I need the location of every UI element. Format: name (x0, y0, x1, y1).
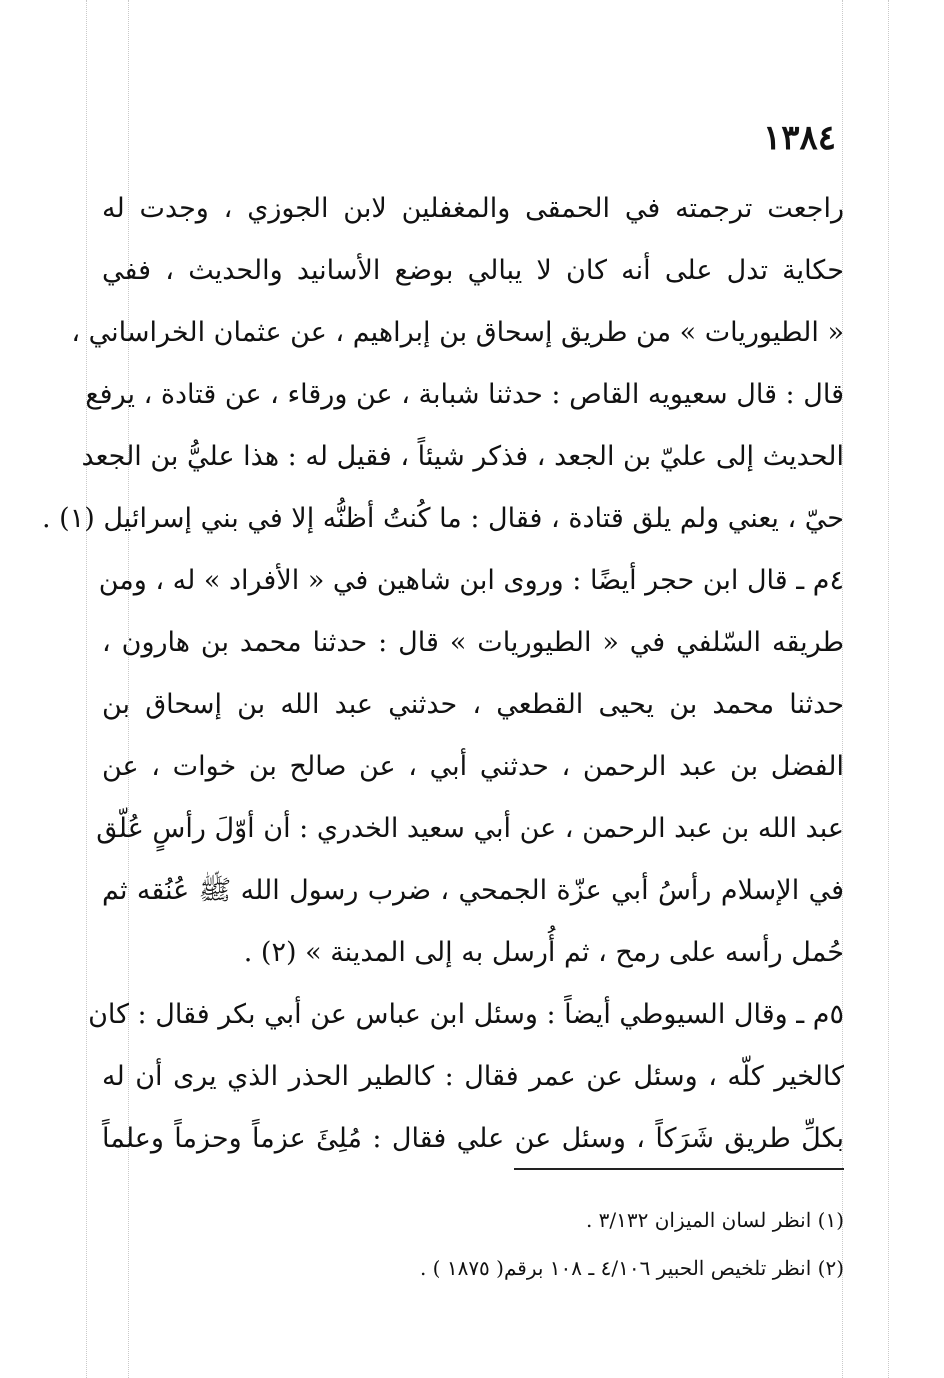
text-line: الحديث إلى عليّ بن الجعد ، فذكر شيئاً ، فقيل له : هذا عليُّ بن الجعد (81, 441, 844, 472)
text-line: طريقه السّلفي في « الطيوريات » قال : حدثنا محمد بن هارون ، (102, 627, 844, 658)
text-line: الفضل بن عبد الرحمن ، حدثني أبي ، عن صالح بن خوات ، عن (102, 751, 844, 782)
text-line: ٤م ـ قال ابن حجر أيضًا : وروى ابن شاهين في « الأفراد » له ، ومن (98, 565, 844, 596)
footnote-1: (١) انظر لسان الميزان ٣/١٣٢ . (585, 1208, 844, 1232)
page-number: ١٣٨٤ (762, 118, 836, 158)
text-line: في الإسلام رأسُ أبي عزّة الجمحي ، ضرب رسول الله ﷺ عُنُقه ثم (102, 875, 844, 906)
text-line: حيّ ، يعني ولم يلق قتادة ، فقال : ما كُنتُ أظنُّه إلا في بني إسرائيل (١) . (42, 503, 844, 534)
text-line: حدثنا محمد بن يحيى القطعي ، حدثني عبد الله بن إسحاق بن (102, 689, 844, 720)
footnotes (102, 1196, 844, 1292)
footnote-2: (٢) انظر تلخيص الحبير ٤/١٠٦ ـ ١٠٨ برقم( ١٨٧٥ ) . (419, 1256, 844, 1280)
body-text (42, 178, 844, 1170)
text-line: حكاية تدل على أنه كان لا يبالي بوضع الأسانيد والحديث ، ففي (102, 255, 844, 286)
text-line: كالخير كلّه ، وسئل عن عمر فقال : كالطير الحذر الذي يرى أن له (102, 1061, 844, 1092)
text-line: راجعت ترجمته في الحمقى والمغفلين لابن الجوزي ، وجدت له (102, 193, 844, 224)
footnote-divider (514, 1168, 844, 1170)
text-line: ٥م ـ وقال السيوطي أيضاً : وسئل ابن عباس عن أبي بكر فقال : كان (88, 999, 844, 1030)
text-line: عبد الله بن عبد الرحمن ، عن أبي سعيد الخدري : أن أوّلَ رأسٍ عُلّق (96, 813, 844, 844)
scan-edge-left (86, 0, 87, 1378)
text-line: بكلِّ طريق شَرَكاً ، وسئل عن علي فقال : مُلِئَ عزماً وحزماً وعلماً (102, 1123, 844, 1154)
text-line: قال : قال سعيويه القاص : حدثنا شبابة ، عن ورقاء ، عن قتادة ، يرفع (85, 379, 844, 410)
text-line: « الطيوريات » من طريق إسحاق بن إبراهيم ، عن عثمان الخراساني ، (71, 317, 844, 348)
text-line: حُمل رأسه على رمح ، ثم أُرسل به إلى المدينة » (٢) . (243, 937, 844, 968)
scan-edge-right (888, 0, 889, 1378)
